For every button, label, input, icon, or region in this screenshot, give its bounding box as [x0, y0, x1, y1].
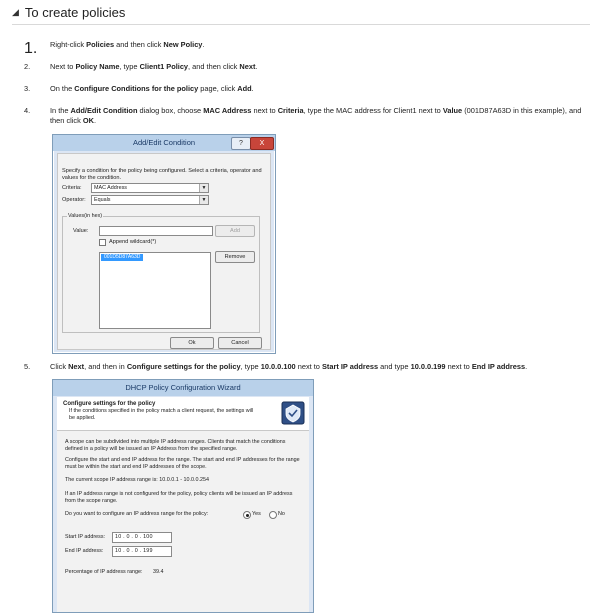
range-question: Do you want to configure an IP address range for the policy: — [65, 511, 209, 517]
start-ip-label: Start IP address: — [65, 534, 106, 540]
close-button[interactable]: X — [250, 137, 274, 150]
remove-button[interactable]: Remove — [215, 251, 255, 263]
step-text: Next to Policy Name, type Client1 Policy, and then click Next. — [50, 62, 258, 71]
wizard-title: DHCP Policy Configuration Wizard — [53, 380, 313, 396]
operator-select[interactable] — [91, 195, 209, 205]
operator-value: Equals — [94, 197, 111, 203]
scope-range-text: The current scope IP address range is: 10.0.0.1 - 10.0.0.254 — [65, 477, 210, 483]
ok-button[interactable]: Ok — [170, 337, 214, 349]
no-radio[interactable] — [269, 511, 277, 519]
values-group — [62, 213, 260, 333]
wizard-subheading: If the conditions specified in the policy match a client request, the settings will be applied. — [69, 408, 254, 421]
wizard-paragraph: A scope can be subdivided into multiple IP address ranges. Clients that match the conditions defined in a policy will be issued an IP Address from the specified range. — [65, 439, 286, 452]
percent-label: Percentage of IP address range: — [65, 569, 143, 575]
value-label: Value: — [73, 228, 89, 234]
chevron-down-icon[interactable]: ▼ — [199, 184, 208, 192]
step-text: Right-click Policies and then click New Policy. — [50, 40, 205, 49]
no-label: No — [278, 511, 285, 517]
step-number: 5. — [24, 362, 31, 371]
values-listbox[interactable] — [99, 252, 211, 329]
network-policy-icon — [281, 401, 305, 425]
wizard-paragraph: Configure the start and end IP address for the range. The start and end IP addresses for the range must be within the start and end IP addresses of the scope. — [65, 457, 300, 470]
end-ip-input[interactable]: 10 . 0 . 0 . 199 — [112, 546, 172, 557]
wizard-paragraph: If an IP address range is not configured for the policy, policy clients will be issued an IP address from the scope range. — [65, 491, 293, 504]
section-title: To create policies — [24, 4, 126, 20]
dialog-description: Specify a condition for the policy being configured. Select a criteria, operator and values for the condition. — [62, 168, 262, 181]
add-button[interactable]: Add — [215, 225, 255, 237]
append-wildcard-label: Append wildcard(*) — [109, 239, 157, 245]
operator-label: Operator: — [62, 197, 86, 203]
criteria-select[interactable] — [91, 183, 209, 193]
step-number: 1. — [24, 40, 38, 57]
yes-label: Yes — [252, 511, 261, 517]
step-number: 2. — [24, 62, 31, 71]
dialog-title: Add/Edit Condition — [53, 135, 275, 151]
wizard-heading: Configure settings for the policy — [63, 401, 156, 407]
criteria-value: MAC Address — [94, 185, 127, 191]
start-ip-input[interactable]: 10 . 0 . 0 . 100 — [112, 532, 172, 543]
wizard-header — [57, 397, 309, 431]
help-button[interactable]: ? — [231, 137, 251, 150]
section-heading[interactable] — [12, 2, 602, 22]
percent-value: 39.4 — [153, 569, 164, 575]
end-ip-label: End IP address: — [65, 548, 104, 554]
chevron-down-icon[interactable]: ▼ — [199, 196, 208, 204]
add-edit-condition-dialog — [52, 134, 276, 354]
yes-radio[interactable] — [243, 511, 251, 519]
step-number: 4. — [24, 106, 31, 115]
cancel-button[interactable]: Cancel — [218, 337, 262, 349]
value-input[interactable] — [99, 226, 213, 236]
step-text: On the Configure Conditions for the policy page, click Add. — [50, 84, 254, 93]
values-group-label: Values(in hex) — [68, 213, 103, 219]
section-divider — [12, 24, 590, 25]
append-wildcard-checkbox[interactable] — [99, 239, 106, 246]
collapse-triangle-icon[interactable]: ◢ — [12, 6, 19, 17]
step-text: In the Add/Edit Condition dialog box, choose MAC Address next to Criteria, type the MAC address for Client1 next to Value (001D87A63D in this example), and then click OK. — [50, 106, 582, 125]
wizard-body — [57, 431, 309, 612]
step-text: Click Next, and then in Configure settings for the policy, type 10.0.0.100 next to Start IP address and type 10.0.0.199 next to End IP address. — [50, 362, 528, 371]
criteria-label: Criteria: — [62, 185, 82, 191]
dhcp-policy-wizard — [52, 379, 314, 613]
step-number: 3. — [24, 84, 31, 93]
dialog-body — [57, 153, 271, 350]
list-item[interactable]: 001D5D87A63D — [101, 254, 143, 261]
